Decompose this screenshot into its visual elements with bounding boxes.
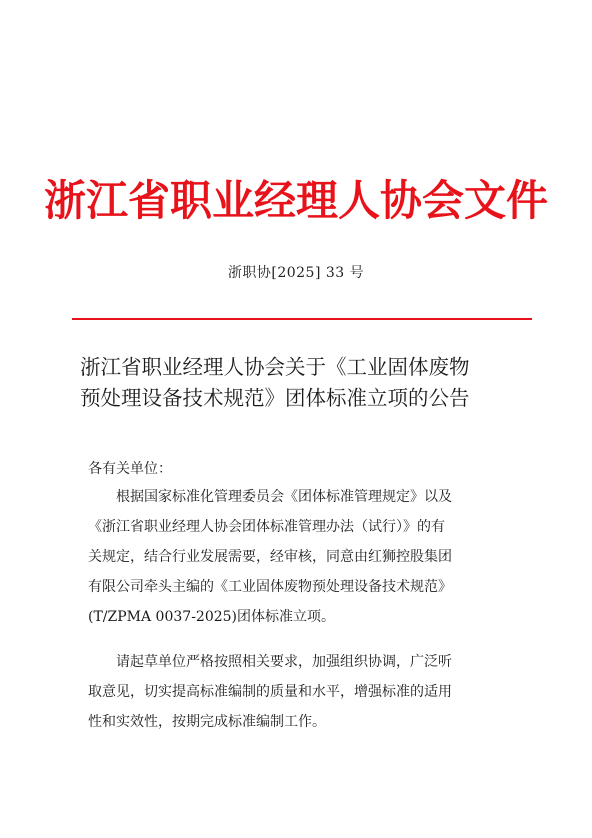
addressee: 各有关单位： [88, 461, 172, 477]
paragraph-1-line-5: (T/ZPMA 0037-2025)团体标准立项。 [88, 609, 336, 625]
paragraph-2 [88, 647, 508, 737]
paragraph-2-line-3: 性和实效性，按期完成标准编制工作。 [88, 714, 326, 730]
notice-title-line-2: 预处理设备技术规范》团体标准立项的公告 [80, 386, 470, 410]
red-divider-line [72, 318, 532, 320]
paragraph-2-line-1: 请起草单位严格按照相关要求，加强组织协调，广泛听 [116, 654, 452, 670]
paragraph-2-line-2: 取意见，切实提高标准编制的质量和水平，增强标准的适用 [88, 684, 452, 700]
notice-title-line-1: 浙江省职业经理人协会关于《工业固体废物 [80, 355, 470, 379]
document-number: 浙职协[2025] 33 号 [227, 265, 365, 281]
paragraph-1-line-1: 根据国家标准化管理委员会《团体标准管理规定》以及 [116, 489, 452, 505]
paragraph-1 [88, 482, 508, 632]
paragraph-1-line-4: 有限公司牵头主编的《工业固体废物预处理设备技术规范》 [88, 579, 452, 595]
paragraph-1-line-2: 《浙江省职业经理人协会团体标准管理办法（试行）》的有 [88, 519, 445, 535]
notice-title [80, 352, 520, 414]
document-header-title: 浙江省职业经理人协会文件 [43, 176, 548, 225]
paragraph-1-line-3: 关规定，结合行业发展需要，经审核，同意由红狮控股集团 [88, 549, 452, 565]
